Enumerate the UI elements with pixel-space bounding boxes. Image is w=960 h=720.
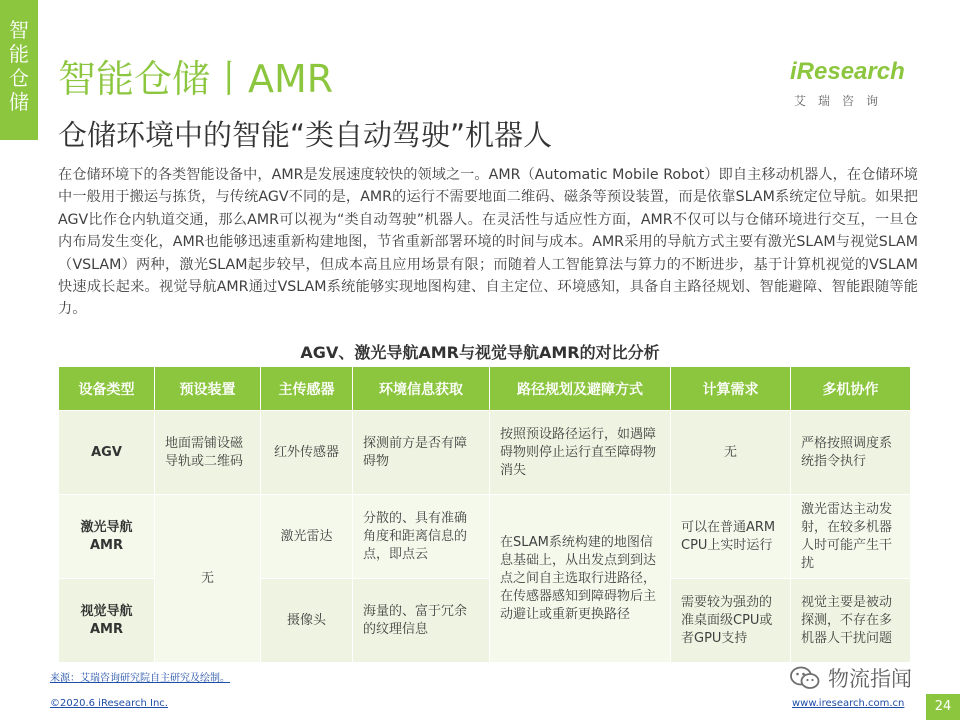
cell-env: 探测前方是否有障碍物	[353, 411, 490, 495]
cell-preset-shared: 无	[155, 495, 261, 663]
section-tab-char: 储	[9, 90, 29, 114]
iresearch-logo	[790, 58, 920, 110]
row-header-line: AMR	[89, 621, 123, 637]
column-header: 路径规划及避障方式	[490, 367, 671, 411]
row-header-line: AMR	[89, 537, 123, 553]
row-header-laser-amr	[59, 495, 155, 579]
cell-preset: 地面需铺设磁导轨或二维码	[155, 411, 261, 495]
cell-multi: 视觉主要是被动探测，不存在多机器人干扰问题	[791, 579, 911, 663]
cell-multi: 激光雷达主动发射，在较多机器人时可能产生干扰	[791, 495, 911, 579]
cell-compute: 无	[671, 411, 791, 495]
logo-wordmark: iResearch	[790, 58, 905, 85]
cell-compute: 需要较为强劲的准桌面级CPU或者GPU支持	[671, 579, 791, 663]
page-number: 24	[926, 694, 960, 720]
row-header-line: 视觉导航	[80, 603, 133, 619]
section-tab	[0, 0, 38, 140]
table-header-row	[59, 367, 911, 411]
website-link[interactable]: www.iresearch.com.cn	[792, 698, 905, 709]
cell-sensor: 摄像头	[261, 579, 353, 663]
row-header-agv: AGV	[59, 411, 155, 495]
section-tab-char: 能	[9, 42, 29, 66]
copyright-link[interactable]: ©2020.6 iResearch Inc.	[50, 698, 168, 709]
cell-env: 海量的、富于冗余的纹理信息	[353, 579, 490, 663]
comparison-table	[58, 366, 911, 663]
watermark	[790, 663, 912, 693]
page-subtitle: 仓储环境中的智能“类自动驾驶”机器人	[58, 118, 553, 152]
cell-compute: 可以在普通ARM CPU上实时运行	[671, 495, 791, 579]
column-header: 预设装置	[155, 367, 261, 411]
cell-sensor: 红外传感器	[261, 411, 353, 495]
section-tab-char: 仓	[9, 66, 29, 90]
wechat-icon	[790, 665, 820, 691]
table-row-laser-amr	[59, 495, 911, 579]
column-header: 主传感器	[261, 367, 353, 411]
cell-multi: 严格按照调度系统指令执行	[791, 411, 911, 495]
cell-path-shared: 在SLAM系统构建的地图信息基础上，从出发点到到达点之间自主选取行进路径，在传感器感知到障碍物后主动避让或重新更换路径	[490, 495, 671, 663]
column-header: 环境信息获取	[353, 367, 490, 411]
table-row-agv	[59, 411, 911, 495]
cell-env: 分散的、具有准确角度和距离信息的点，即点云	[353, 495, 490, 579]
page-title: 智能仓储丨AMR	[58, 57, 334, 101]
column-header: 计算需求	[671, 367, 791, 411]
row-header-line: 激光导航	[80, 519, 133, 535]
source-note: 来源：艾瑞咨询研究院自主研究及绘制。	[50, 673, 230, 684]
cell-sensor: 激光雷达	[261, 495, 353, 579]
watermark-text: 物流指闻	[828, 667, 912, 691]
logo-chinese: 艾瑞咨询	[794, 94, 891, 108]
intro-paragraph: 在仓储环境下的各类智能设备中，AMR是发展速度较快的领域之一。AMR（Automatic Mobile Robot）即自主移动机器人，在仓储环境中一般用于搬运与拣货，与传统AGV不同的是，AMR的运行不需要地面二维码、磁条等预设装置，而是依靠SLAM系统定位导航。如果把AGV比作仓内轨道交通，那么AMR可以视为“类自动驾驶”机器人。在灵活性与适应性方面，AMR不仅可以与仓储环境进行交互，一旦仓内布局发生变化，AMR也能够迅速重新构建地图，节省重新部署环境的时间与成本。AMR采用的导航方式主要有激光SLAM与视觉SLAM（VSLAM）两种，激光SLAM起步较早，但成本高且应用场景有限；而随着人工智能算法与算力的不断进步，基于计算机视觉的VSLAM快速成长起来。视觉导航AMR通过VSLAM系统能够实现地图构建、自主定位、环境感知，具备自主路径规划、智能避障、智能跟随等能力。	[58, 167, 918, 318]
row-header-visual-amr	[59, 579, 155, 663]
column-header: 多机协作	[791, 367, 911, 411]
column-header: 设备类型	[59, 367, 155, 411]
section-tab-char: 智	[9, 18, 29, 42]
cell-path: 按照预设路径运行，如遇障碍物则停止运行直至障碍物消失	[490, 411, 671, 495]
table-title: AGV、激光导航AMR与视觉导航AMR的对比分析	[300, 343, 660, 362]
